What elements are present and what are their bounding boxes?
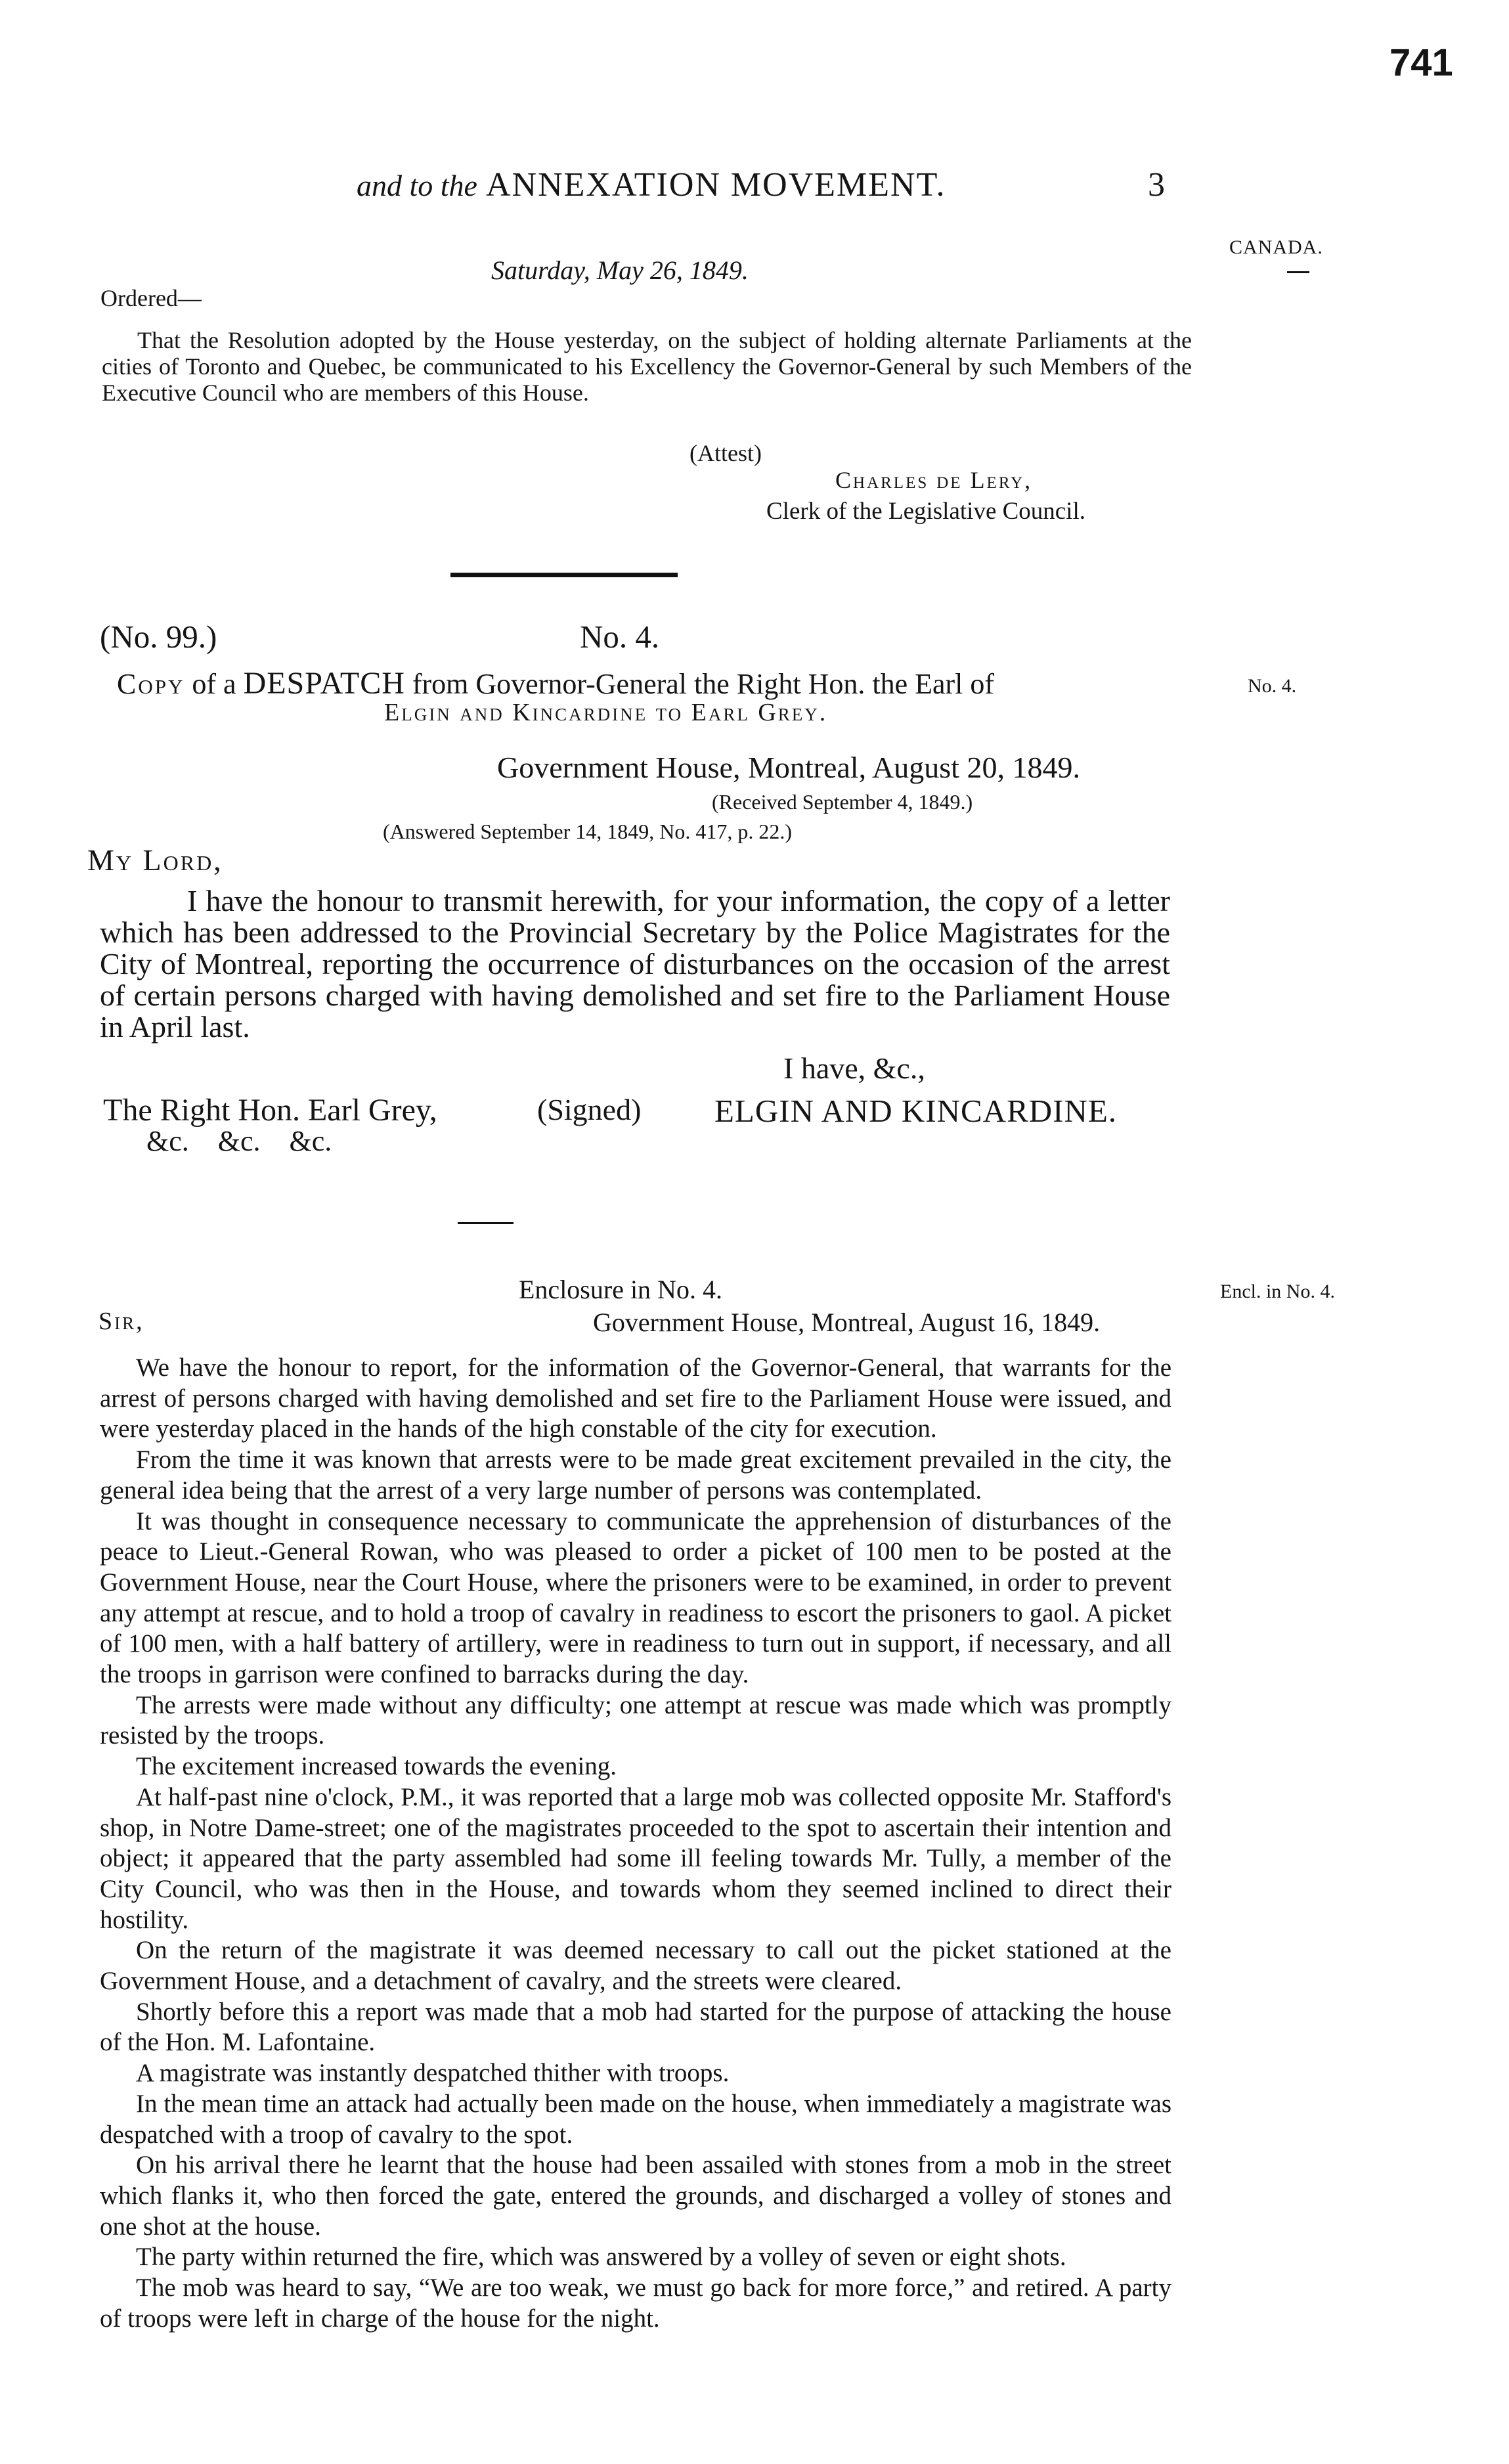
despatch-title-line1 bbox=[117, 665, 994, 701]
enclosure-paragraph: The arrests were made without any difficulty; one attempt at rescue was made which was promptly resisted by the troops. bbox=[100, 1690, 1171, 1750]
enclosure-salutation: Sir, bbox=[98, 1308, 144, 1335]
enclosure-paragraph: We have the honour to report, for the information of the Governor-General, that warrants for the arrest of persons charged with having demolished and set fire to the Parliament House were issued, and were yesterday placed in the hands of the high constable of the city for execution. bbox=[100, 1353, 1171, 1443]
signer-title: Clerk of the Legislative Council. bbox=[766, 498, 1086, 525]
despatch-addressee: The Right Hon. Earl Grey, bbox=[103, 1093, 437, 1128]
despatch-answered: (Answered September 14, 1849, No. 417, p. 22.) bbox=[383, 820, 792, 843]
signer-name: Charles de Lery, bbox=[835, 467, 1033, 493]
despatch-word: DESPATCH bbox=[243, 666, 405, 701]
order-date: Saturday, May 26, 1849. bbox=[491, 255, 749, 285]
margin-note-canada: CANADA. bbox=[1229, 236, 1323, 258]
enclosure-paragraph: It was thought in consequence necessary to communicate the apprehension of disturbances of the peace to Lieut.-General Rowan, who was pleased to order a picket of 100 men to be posted at the Government House, near the Court House, where the prisoners were to be examined, in order to prevent any attempt at rescue, and to hold a troop of cavalry in readiness to escort the prisoners to gaol. A picket of 100 men, with a half battery of artillery, were in readiness to turn out in support, if necessary, and all the troops in garrison were confined to barracks during the day. bbox=[100, 1507, 1171, 1689]
despatch-signature: ELGIN AND KINCARDINE. bbox=[714, 1093, 1118, 1129]
enclosure-paragraph: From the time it was known that arrests were to be made great excitement prevailed in the city, the general idea being that the arrest of a very large number of persons was contemplated. bbox=[100, 1445, 1171, 1505]
short-rule bbox=[458, 1222, 514, 1224]
enclosure-body bbox=[100, 1353, 1171, 2335]
enclosure-paragraph: On his arrival there he learnt that the house had been assailed with stones from a mob in the street which flanks it, who then forced the gate, entered the grounds, and discharged a volley of stones and one shot at the house. bbox=[100, 2151, 1171, 2241]
running-head-title: ANNEXATION MOVEMENT. bbox=[485, 166, 946, 204]
enclosure-paragraph: The mob was heard to say, “We are too weak, we must go back for more force,” and retired. A party of troops were left in charge of the house for the night. bbox=[100, 2274, 1171, 2333]
despatch-title-line2: Elgin and Kincardine to Earl Grey. bbox=[384, 699, 828, 726]
enclosure-paragraph: Shortly before this a report was made that a mob had started for the purpose of attacking the house of the Hon. M. Lafontaine. bbox=[100, 1997, 1171, 2057]
running-head-italic: and to the bbox=[357, 169, 477, 202]
despatch-received: (Received September 4, 1849.) bbox=[712, 790, 973, 814]
margin-note-no4: No. 4. bbox=[1248, 675, 1297, 697]
enclosure-place-date: Government House, Montreal, August 16, 1849. bbox=[593, 1308, 1101, 1337]
despatch-number-center: No. 4. bbox=[580, 619, 660, 655]
despatch-signed: (Signed) bbox=[537, 1093, 642, 1126]
despatch-closing: I have, &c., bbox=[783, 1051, 925, 1085]
despatch-salutation: My Lord, bbox=[87, 843, 223, 877]
despatch-body: I have the honour to transmit herewith, for your information, the copy of a letter which has been addressed to the Provincial Secretary by the Police Magistrates for the City of Montreal, reporting the occurrence of disturbances on the occasion of the arrest of certain persons charged with having demolished and set fire to the Parliament House in April last. bbox=[100, 884, 1170, 1044]
despatch-addressee-etc: &c. &c. &c. bbox=[146, 1125, 332, 1157]
despatch-copy: Copy bbox=[117, 668, 185, 700]
page-number: 3 bbox=[1148, 166, 1165, 204]
order-text: That the Resolution adopted by the House yesterday, on the subject of holding alternate Parliaments at the cities of Toronto and Quebec, be communicated to his Excellency the Governor-General by such Members of the Executive Council who are members of this House. bbox=[102, 327, 1192, 406]
order-ordered: Ordered— bbox=[100, 285, 202, 311]
margin-note-encl: Encl. in No. 4. bbox=[1220, 1281, 1335, 1302]
corner-mark: 741 bbox=[1389, 41, 1453, 84]
running-head bbox=[357, 165, 946, 204]
enclosure-paragraph: On the return of the magistrate it was deemed necessary to call out the picket stationed at the Government House, and a detachment of cavalry, and the streets were cleared. bbox=[100, 1936, 1171, 1996]
margin-note-canada-dash bbox=[1287, 271, 1309, 273]
despatch-place-date: Government House, Montreal, August 20, 1849. bbox=[497, 751, 1080, 784]
attest: (Attest) bbox=[689, 440, 762, 466]
enclosure-paragraph: At half-past nine o'clock, P.M., it was reported that a large mob was collected opposite Mr. Stafford's shop, in Notre Dame-street; one of the magistrates proceeded to the spot to ascertain their intention and object; it appeared that the party assembled had some ill feeling towards Mr. Tully, a member of the City Council, who was then in the House, and towards whom they seemed inclined to direct their hostility. bbox=[100, 1782, 1171, 1934]
enclosure-paragraph: The excitement increased towards the evening. bbox=[136, 1752, 617, 1781]
despatch-from: from Governor-General the Right Hon. the Earl of bbox=[405, 668, 995, 700]
enclosure-paragraph: A magistrate was instantly despatched thither with troops. bbox=[136, 2059, 730, 2088]
enclosure-paragraph: The party within returned the fire, which was answered by a volley of seven or eight shots. bbox=[136, 2243, 1066, 2272]
enclosure-heading: Enclosure in No. 4. bbox=[519, 1275, 722, 1304]
section-rule bbox=[450, 573, 678, 577]
enclosure-paragraph: In the mean time an attack had actually been made on the house, when immediately a magistrate was despatched with a troop of cavalry to the spot. bbox=[100, 2089, 1171, 2149]
despatch-of: of a bbox=[185, 668, 244, 700]
despatch-number-left: (No. 99.) bbox=[100, 619, 217, 655]
